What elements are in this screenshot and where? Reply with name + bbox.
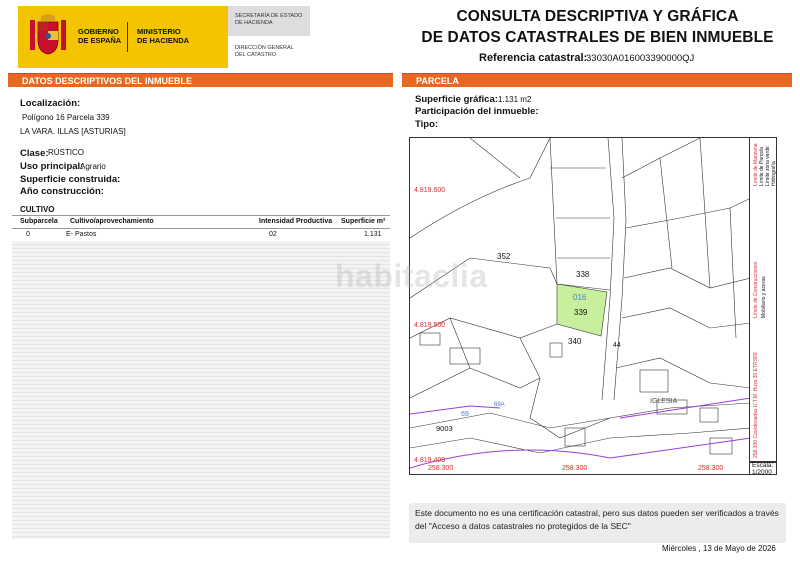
parcel-label-352: 352 <box>497 252 511 261</box>
legend-parcela: Límite de Parcela <box>759 147 765 186</box>
col-cultivo: Cultivo/aprovechamiento <box>70 218 154 225</box>
parcel-label-340: 340 <box>568 337 582 346</box>
coord-y-top: 4.819.600 <box>414 187 446 194</box>
logo-gobierno: GOBIERNO DE ESPAÑA <box>78 27 122 45</box>
ref-catastral-label: Referencia catastral: <box>479 52 588 64</box>
superficie-construida-label: Superficie construida: <box>20 174 121 185</box>
legend-manzana: Límite de Manzana <box>753 143 759 186</box>
coord-x-left: 258.300 <box>428 465 454 472</box>
localizacion-line2: LA VARA. ILLAS [ASTURIAS] <box>20 127 126 136</box>
scale-label: Escala: <box>752 462 774 469</box>
uso-value: Agrario <box>80 162 106 171</box>
coord-x-right: 258.300 <box>698 465 724 472</box>
parcel-label-44: 44 <box>613 342 621 349</box>
parcel-label-338: 338 <box>576 270 590 279</box>
tipo-label: Tipo: <box>415 119 439 130</box>
col-intensidad: Intensidad Productiva <box>259 218 333 225</box>
cell-superficie: 1.131 <box>364 231 382 238</box>
map-legend <box>750 137 777 462</box>
map-svg <box>410 138 750 475</box>
sup-grafica-value: 1.131 m2 <box>498 95 532 104</box>
cell-cultivo: E- Pastos <box>66 231 97 238</box>
anio-construccion-label: Año construcción: <box>20 186 104 197</box>
iglesia-label: IGLESIA <box>650 398 678 405</box>
cell-subparcela: 0 <box>26 231 30 238</box>
col-superficie: Superficie m² <box>341 218 386 225</box>
document-date: Miércoles , 13 de Mayo de 2026 <box>662 544 776 553</box>
logo-ministerio: MINISTERIO DE HACIENDA <box>137 27 190 45</box>
ref-catastral-value: 33030A016003390000QJ <box>586 53 695 64</box>
clase-value: RÚSTICO <box>48 148 84 157</box>
empty-table-area <box>12 241 390 539</box>
road-limit-line <box>410 438 750 468</box>
legend-mobiliario: Mobiliario y aceras <box>761 276 767 318</box>
parcel-label-9003: 9003 <box>436 424 453 433</box>
coord-y-mid: 4.819.500 <box>414 322 446 329</box>
sup-grafica-label: Superficie gráfica: <box>415 94 498 105</box>
legend-hidrografia: Hidrografía <box>771 161 777 186</box>
coord-y-bot: 4.819.400 <box>414 457 446 464</box>
secretaria-text: SECRETARÍA DE ESTADO DE HACIENDA <box>235 13 303 26</box>
parcel-label-69: 69 <box>461 411 469 418</box>
coat-of-arms-icon <box>28 14 68 60</box>
participacion-label: Participación del inmueble: <box>415 106 539 117</box>
parcel-label-339: 339 <box>574 308 588 317</box>
parcel-label-69a: 69A <box>494 402 505 408</box>
section-bar-parcela: PARCELA <box>402 73 792 87</box>
col-subparcela: Subparcela <box>20 218 58 225</box>
cultivo-table-header <box>12 215 390 229</box>
table-row <box>12 230 390 241</box>
coord-x-mid: 258.300 <box>562 465 588 472</box>
logo-divider <box>127 22 128 52</box>
legend-zona-verde: Límite zona verde <box>765 146 771 186</box>
verification-note: Este documento no es una certificación catastral, pero sus datos pueden ser verificados a través del "Acceso a datos catastrales no protegidos de la SEC" <box>409 503 786 543</box>
clase-label: Clase: <box>20 148 49 159</box>
localizacion-label: Localización: <box>20 98 81 109</box>
localizacion-line1: Polígono 16 Parcela 339 <box>22 113 110 122</box>
watermark: habitaclia <box>335 258 488 294</box>
cell-intensidad: 02 <box>269 231 277 238</box>
parcel-label-016: 016 <box>573 293 587 302</box>
legend-construcciones: Límite de Construcciones <box>753 261 759 318</box>
scale-box <box>750 462 777 475</box>
section-bar-datos: DATOS DESCRIPTIVOS DEL INMUEBLE <box>8 73 393 87</box>
cultivo-title: CULTIVO <box>20 205 55 214</box>
scale-value: 1/2000 <box>752 468 772 476</box>
cadastral-map[interactable] <box>409 137 750 475</box>
page-title: CONSULTA DESCRIPTIVA Y GRÁFICA DE DATOS CATASTRALES DE BIEN INMUEBLE <box>421 8 774 46</box>
uso-label: Uso principal: <box>20 161 84 172</box>
crs-text: 258.300 Coordenadas U.T.M. Huso 30 ETRS89 <box>753 352 759 458</box>
direccion-text: DIRECCIÓN GENERAL DEL CATASTRO <box>235 45 294 58</box>
